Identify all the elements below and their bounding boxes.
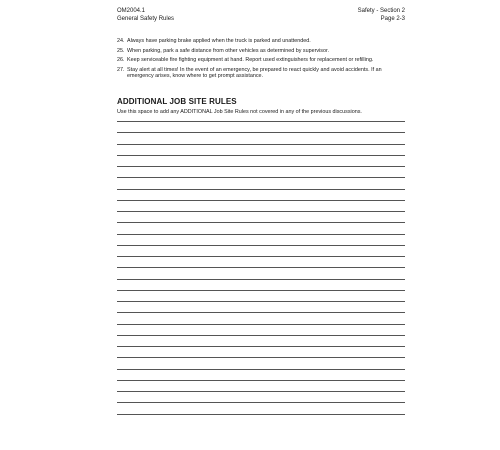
- writing-line: [117, 132, 405, 133]
- writing-line: [117, 279, 405, 280]
- rule-item: [117, 67, 407, 80]
- writing-line: [117, 346, 405, 347]
- writing-line: [117, 301, 405, 302]
- doc-id: OM2004.1: [117, 8, 146, 14]
- writing-line: [117, 369, 405, 370]
- rule-item: [117, 38, 407, 45]
- rule-number: 24.: [117, 38, 125, 44]
- writing-line: [117, 256, 405, 257]
- doc-title: General Safety Rules: [117, 15, 175, 22]
- writing-line: [117, 324, 405, 325]
- writing-lines: [117, 121, 405, 425]
- writing-line: [117, 211, 405, 212]
- rule-text: Always have parking brake applied when the truck is parked and unattended.: [127, 38, 311, 44]
- writing-line: [117, 290, 405, 291]
- writing-line: [117, 402, 405, 403]
- writing-line: [117, 335, 405, 336]
- rule-number: 26.: [117, 57, 125, 64]
- writing-line: [117, 380, 405, 381]
- writing-line: [117, 245, 405, 246]
- writing-line: [117, 222, 405, 223]
- rule-item: [117, 57, 407, 64]
- writing-line: [117, 267, 405, 268]
- section-instructions: Use this space to add any ADDITIONAL Job Site Rules not covered in any of the previous discussions.: [117, 109, 362, 115]
- rule-text: Stay alert at all times! In the event of an emergency, be prepared to react quickly and avoid accidents. If an emergency arises, know where to get prompt assistance.: [127, 66, 382, 80]
- writing-line: [117, 200, 405, 201]
- rule-number: 25.: [117, 47, 125, 54]
- writing-line: [117, 166, 405, 167]
- rule-item: [117, 48, 407, 55]
- header-left: [117, 8, 174, 23]
- rule-text: Keep serviceable fire fighting equipment at hand. Report used extinguishers for replacement or refilling.: [127, 57, 374, 64]
- writing-line: [117, 312, 405, 313]
- section-title: ADDITIONAL JOB SITE RULES: [117, 97, 237, 106]
- writing-line: [117, 391, 405, 392]
- rule-number: 27.: [117, 66, 125, 73]
- rule-text: When parking, park a safe distance from other vehicles as determined by supervisor.: [127, 47, 329, 54]
- section-label: Safety - Section 2: [357, 8, 405, 14]
- writing-line: [117, 144, 405, 145]
- header-right: [358, 8, 405, 23]
- writing-line: [117, 189, 405, 190]
- writing-line: [117, 234, 405, 235]
- writing-line: [117, 177, 405, 178]
- writing-line: [117, 357, 405, 358]
- writing-line: [117, 155, 405, 156]
- page-number: Page 2-3: [380, 15, 405, 22]
- writing-line: [117, 121, 405, 122]
- rule-list: [117, 38, 407, 83]
- writing-line: [117, 414, 405, 415]
